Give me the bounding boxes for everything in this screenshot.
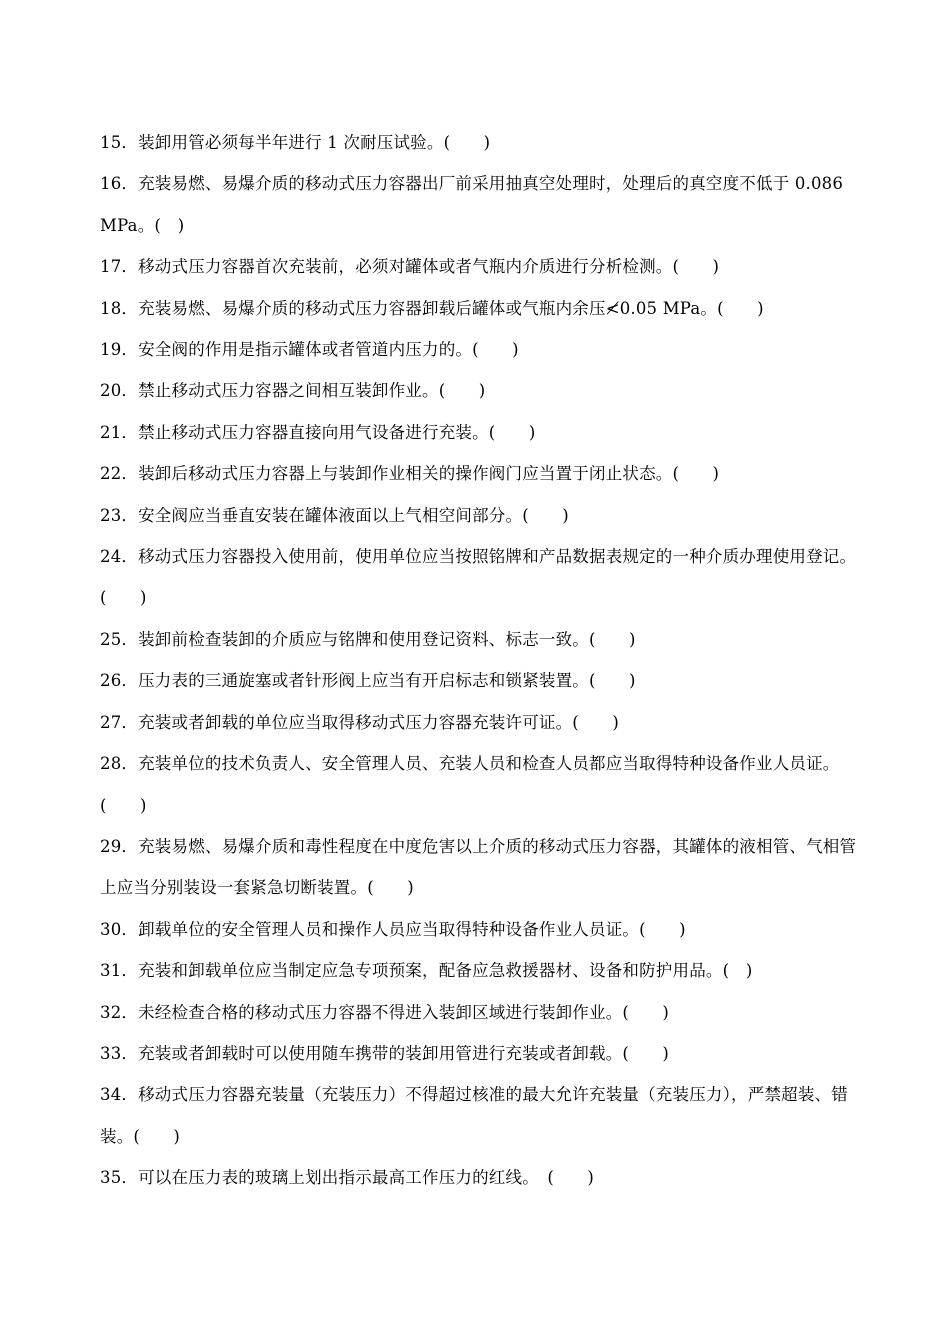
question-15: 15．装卸用管必须每半年进行 1 次耐压试验。( ) [100,133,491,152]
question-19: 19．安全阀的作用是指示罐体或者管道内压力的。( ) [100,340,519,360]
question-29: 29．充装易燃、易爆介质和毒性程度在中度危害以上介质的移动式压力容器，其罐体的液相管、气相管上应当分别装设一套紧急切断装置。( ) [100,836,857,898]
question-16: 16．充装易燃、易爆介质的移动式压力容器出厂前采用抽真空处理时，处理后的真空度不低于 0.086 MPa。( ) [100,174,844,235]
question-17: 17．移动式压力容器首次充装前，必须对罐体或者气瓶内介质进行分析检测。( ) [100,257,720,277]
question-21: 21．禁止移动式压力容器直接向用气设备进行充装。( ) [100,422,536,442]
question-35: 35．可以在压力表的玻璃上划出指示最高工作压力的红线。 ( ) [100,1168,595,1188]
question-23: 23．安全阀应当垂直安装在罐体液面以上气相空间部分。( ) [100,505,569,525]
question-22: 22．装卸后移动式压力容器上与装卸作业相关的操作阀门应当置于闭止状态。( ) [100,464,720,484]
question-list [100,122,865,1199]
question-33: 33．充装或者卸载时可以使用随车携带的装卸用管进行充装或者卸载。( ) [100,1043,670,1063]
question-24: 24．移动式压力容器投入使用前，使用单位应当按照铭牌和产品数据表规定的一种介质办理使用登记。( ) [100,547,857,608]
question-34: 34．移动式压力容器充装量（充装压力）不得超过核准的最大允许充装量（充装压力），严禁超装、错装。( ) [100,1085,848,1146]
question-32: 32．未经检查合格的移动式压力容器不得进入装卸区域进行装卸作业。( ) [100,1002,670,1022]
question-18: 18．充装易燃、易爆介质的移动式压力容器卸载后罐体或气瓶内余压≮0.05 MPa。( ) [100,298,764,318]
question-30: 30．卸载单位的安全管理人员和操作人员应当取得特种设备作业人员证。( ) [100,919,686,939]
question-27: 27．充装或者卸载的单位应当取得移动式压力容器充装许可证。( ) [100,712,619,732]
question-20: 20．禁止移动式压力容器之间相互装卸作业。( ) [100,381,486,401]
question-31: 31．充装和卸载单位应当制定应急专项预案，配备应急救援器材、设备和防护用品。( ) [100,961,753,981]
question-26: 26．压力表的三通旋塞或者针形阀上应当有开启标志和锁紧装置。( ) [100,671,636,691]
question-28: 28．充装单位的技术负责人、安全管理人员、充装人员和检查人员都应当取得特种设备作业人员证。 ( ) [100,754,865,815]
question-25: 25．装卸前检查装卸的介质应与铭牌和使用登记资料、标志一致。( ) [100,629,636,649]
